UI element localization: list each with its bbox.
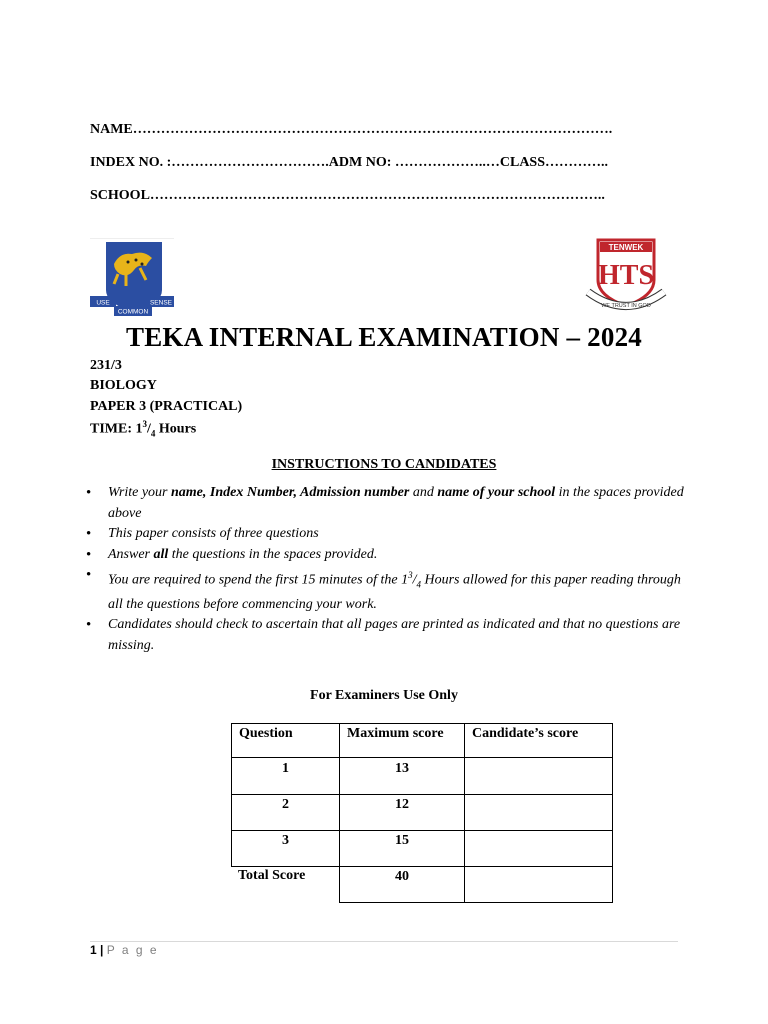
table-cell-question: 1 xyxy=(231,757,340,795)
examiners-caption: For Examiners Use Only xyxy=(310,688,458,703)
instruction-text: Write your xyxy=(108,485,171,500)
crest-band-left-text: USE xyxy=(96,299,110,307)
crest-band-bottom-text: COMMON xyxy=(117,308,149,316)
table-cell-max: 12 xyxy=(339,794,465,831)
page-label: P a g e xyxy=(106,943,159,957)
paper-code: 231/3 xyxy=(90,358,122,373)
page-number: 1 xyxy=(90,943,97,957)
total-score-label: Total Score xyxy=(238,868,306,883)
time-suffix: Hours xyxy=(155,421,197,437)
table-cell-total-score-input[interactable] xyxy=(464,866,613,903)
tenwek-logo-motto: WE TRUST IN GOD xyxy=(601,303,651,309)
instruction-bold-text: all xyxy=(153,546,169,562)
table-cell-max: 15 xyxy=(339,830,465,867)
paper-name: PAPER 3 (PRACTICAL) xyxy=(90,399,243,414)
instructions-list xyxy=(90,483,690,656)
instruction-item xyxy=(90,545,690,566)
instruction-text: You are required to spend the first 15 minutes of the 1 xyxy=(108,572,409,588)
time-fraction-numerator: 3 xyxy=(142,419,147,429)
exam-time: TIME: $1^3/_4$ Hours xyxy=(90,419,197,439)
instruction-bold-text: name of your school xyxy=(437,485,556,500)
instruction-item xyxy=(90,483,690,524)
fraction-denominator: 4 xyxy=(416,579,421,590)
instruction-text: and xyxy=(409,485,438,500)
table-cell-score-input[interactable] xyxy=(464,794,613,831)
instructions-heading: INSTRUCTIONS TO CANDIDATES xyxy=(271,457,497,472)
crest-band-right-text: SENSE xyxy=(149,299,173,307)
instruction-bold-text: name, Index Number, Admission number xyxy=(171,485,410,500)
instruction-text: Answer xyxy=(108,546,154,562)
table-header-question: Question xyxy=(231,723,340,758)
instruction-item: • This paper consists of three questions xyxy=(90,524,690,545)
table-cell-total-max: 40 xyxy=(339,866,465,903)
table-cell-question: 3 xyxy=(231,830,340,867)
footer-separator: | xyxy=(100,943,104,957)
tenwek-logo-top-text: TENWEK xyxy=(608,243,644,252)
school-field-line: SCHOOL…………………………………………………………………………………….. xyxy=(90,188,605,203)
tenwek-school-logo xyxy=(584,236,668,316)
index-adm-class-line: INDEX NO. :…………………………….ADM NO: ………………..…CLASS………….. xyxy=(90,155,609,170)
table-cell-score-input[interactable] xyxy=(464,830,613,867)
subject-name: BIOLOGY xyxy=(90,378,157,393)
page-footer xyxy=(90,943,159,957)
fraction-numerator: 3 xyxy=(408,570,413,580)
footer-divider xyxy=(90,941,678,942)
table-header-max: Maximum score xyxy=(339,723,465,758)
name-field-line: NAME…………………………………………………………………………………………. xyxy=(90,122,613,137)
instruction-text: Hours allowed for this paper reading through all the questions before commencing your work. xyxy=(108,572,681,612)
instruction-item: • Candidates should check to ascertain that all pages are printed as indicated and that no questions are missing. xyxy=(90,615,690,656)
instruction-text: in the spaces provided above xyxy=(108,485,684,521)
tenwek-logo-letters: HTS xyxy=(597,260,655,291)
school-crest-logo xyxy=(90,238,174,318)
table-cell-max: 13 xyxy=(339,757,465,795)
table-header-candidate: Candidate’s score xyxy=(464,723,613,758)
table-cell-score-input[interactable] xyxy=(464,757,613,795)
instruction-item: • You are required to spend the first 15 minutes of the $1^3/_4$ Hours allowed for this paper reading through all the questions before commencing your work. xyxy=(90,565,690,615)
exam-title: TEKA INTERNAL EXAMINATION – 2024 xyxy=(126,322,642,352)
table-cell-question: 2 xyxy=(231,794,340,831)
time-prefix: TIME: 1 xyxy=(90,421,143,437)
instruction-text: the questions in the spaces provided. xyxy=(168,546,378,562)
time-fraction-denominator: 4 xyxy=(150,428,156,439)
